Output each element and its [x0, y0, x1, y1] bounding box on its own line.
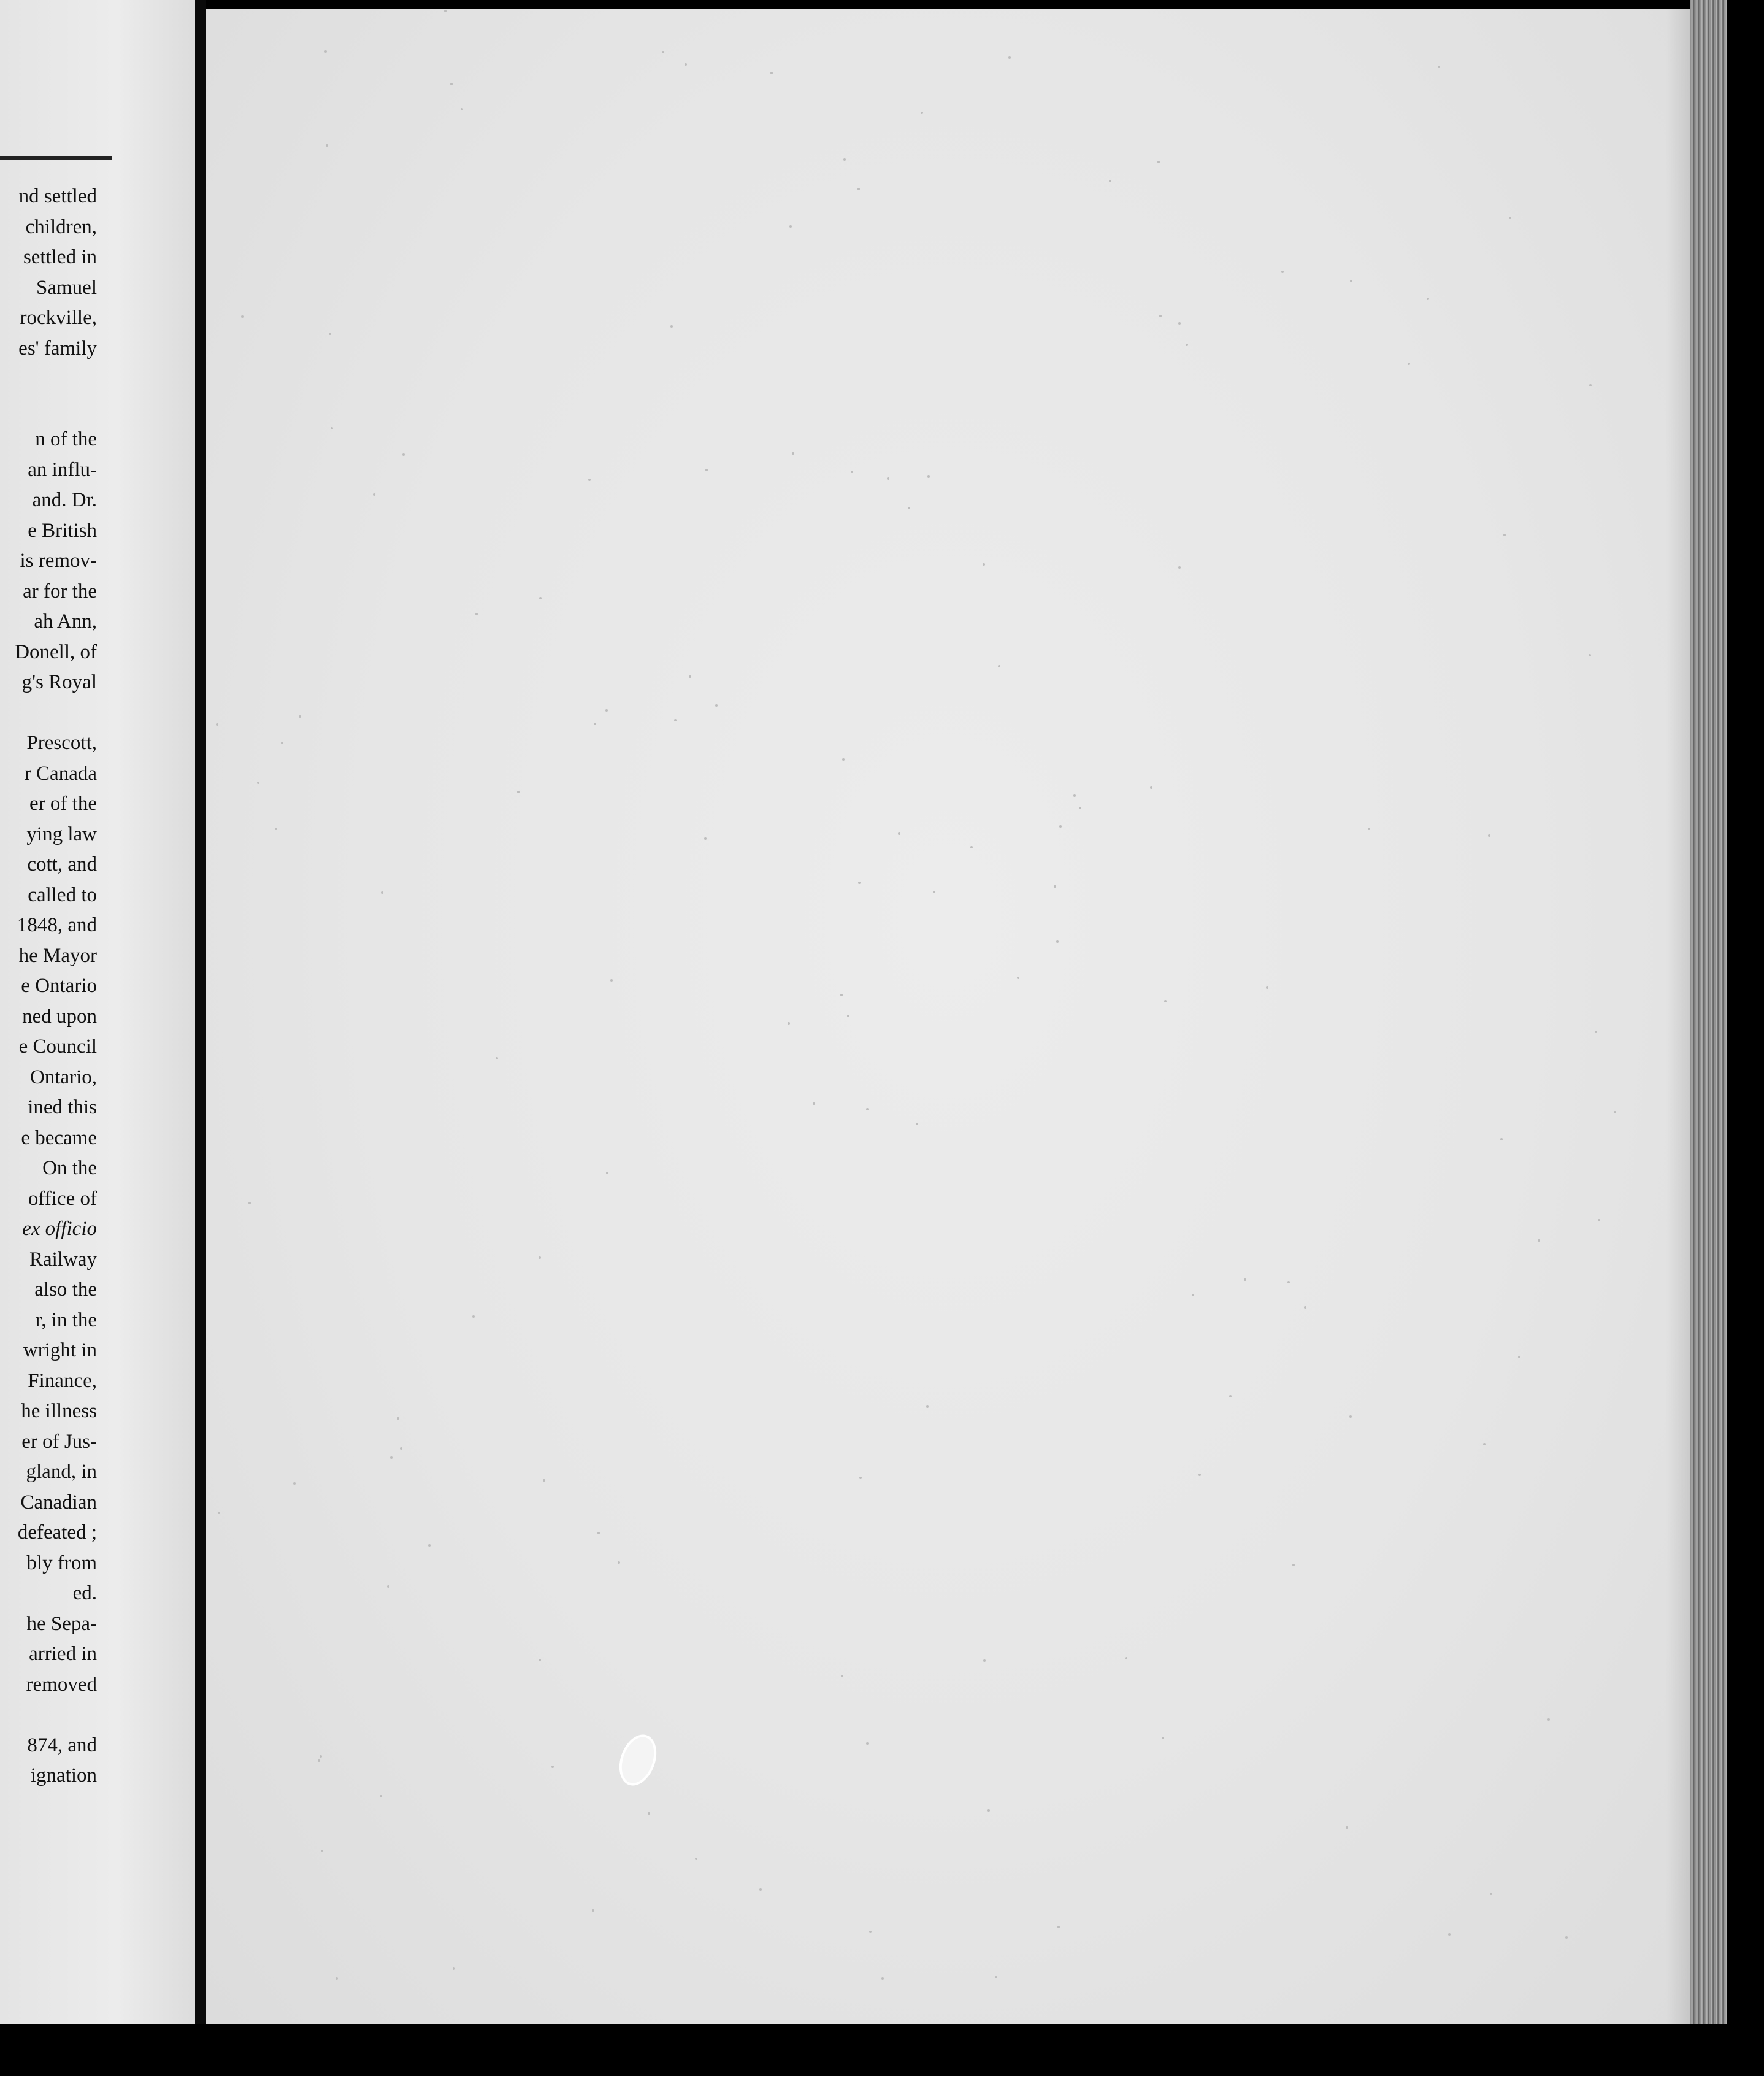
paper-speck [320, 1755, 322, 1758]
paper-speck [857, 188, 860, 190]
paper-speck [387, 1585, 389, 1588]
paper-speck [1350, 280, 1352, 282]
paper-speck [1057, 1926, 1060, 1928]
paper-speck [1198, 1474, 1201, 1476]
paper-speck [450, 83, 453, 85]
paper-speck [789, 225, 792, 228]
paper-speck [1349, 1415, 1352, 1418]
paper-speck [916, 1123, 918, 1125]
left-page-text-column [0, 182, 97, 1791]
paper-speck [1488, 834, 1490, 837]
text-line: e Council [18, 1036, 97, 1058]
paper-speck [792, 452, 794, 455]
paper-speck [1178, 566, 1181, 569]
text-line: Ontario, [29, 1066, 97, 1088]
paper-speck [517, 791, 520, 793]
paper-speck [1008, 56, 1011, 59]
paragraph-gap [0, 1700, 97, 1731]
text-line: On the [42, 1157, 97, 1179]
paper-speck [461, 108, 463, 110]
text-line: Samuel [36, 276, 97, 299]
paper-speck [1186, 344, 1188, 346]
text-line: children, [25, 215, 97, 238]
paper-speck [1346, 1826, 1348, 1829]
paper-speck [606, 1172, 608, 1174]
text-line: es' family [18, 337, 97, 359]
paper-speck [983, 563, 985, 566]
text-line: er of the [29, 793, 97, 815]
paper-speck [324, 50, 327, 53]
paper-speck [373, 493, 375, 496]
paper-speck [397, 1417, 399, 1420]
paper-speck [705, 469, 708, 471]
text-line: rockville, [20, 307, 97, 329]
text-line: an influ- [28, 458, 97, 481]
paper-speck [685, 63, 687, 66]
paper-speck [1595, 1031, 1597, 1033]
paper-speck [1056, 940, 1059, 943]
paper-speck [218, 1512, 220, 1514]
paper-speck [1178, 322, 1181, 325]
paper-speck [866, 1108, 869, 1110]
paper-speck [1157, 161, 1160, 163]
paper-speck [1614, 1111, 1616, 1113]
paper-speck [704, 837, 707, 840]
paper-speck [970, 846, 973, 848]
paper-speck [444, 10, 447, 12]
text-line: er of Jus- [21, 1430, 97, 1453]
paper-speck [594, 723, 596, 725]
scan-background-bottom [0, 2024, 1764, 2076]
paper-speck [539, 1256, 541, 1259]
paragraph-gap [0, 364, 97, 394]
paper-speck [1483, 1443, 1486, 1445]
paper-speck [881, 1977, 884, 1980]
paper-speck [1109, 180, 1111, 182]
paper-speck [1448, 1933, 1451, 1936]
paper-speck [927, 475, 930, 478]
paper-speck [926, 1405, 929, 1408]
paper-speck [1287, 1281, 1290, 1283]
paper-speck [759, 1888, 762, 1891]
paper-speck [390, 1456, 393, 1459]
paper-speck [842, 758, 845, 761]
right-page-blank [206, 9, 1690, 2027]
paper-speck [1244, 1278, 1246, 1281]
text-line: and. Dr. [32, 489, 97, 511]
paper-speck [1304, 1306, 1306, 1309]
paper-speck [851, 471, 853, 473]
paper-speck [1500, 1138, 1503, 1140]
paper-speck [1164, 1000, 1167, 1002]
text-line: Railway [29, 1248, 97, 1271]
text-line: 1848, and [17, 914, 97, 936]
text-line: called to [28, 883, 97, 906]
paper-speck [715, 704, 718, 707]
paper-speck [858, 882, 861, 884]
paper-speck [257, 782, 259, 784]
paper-speck [380, 1795, 382, 1797]
paper-speck [674, 719, 677, 721]
paper-speck [869, 1931, 872, 1933]
text-line: nd settled [18, 185, 97, 207]
text-line: ned upon [22, 1005, 97, 1028]
text-line: Finance, [28, 1369, 97, 1392]
text-line: ex officio [22, 1218, 97, 1240]
text-line: ah Ann, [34, 610, 97, 632]
paper-speck [1408, 363, 1410, 365]
paper-speck [1150, 786, 1152, 789]
text-line: he illness [21, 1400, 97, 1422]
paper-speck [908, 507, 910, 509]
paper-speck [597, 1532, 600, 1534]
text-line: Prescott, [26, 732, 97, 754]
text-line: gland, in [26, 1461, 97, 1483]
text-line: r, in the [35, 1309, 97, 1331]
text-line: cott, and [27, 853, 97, 875]
paper-speck [1427, 298, 1429, 300]
paper-speck [453, 1967, 455, 1970]
paper-speck [1073, 794, 1076, 797]
paper-speck [1292, 1564, 1295, 1566]
text-line: he Sepa- [26, 1612, 97, 1635]
text-line: g's Royal [21, 671, 97, 693]
paper-speck [933, 891, 935, 893]
text-line: wright in [23, 1339, 97, 1361]
text-line: r Canada [24, 762, 97, 785]
left-page-fragment [0, 0, 195, 2024]
paragraph-gap [0, 394, 97, 425]
paragraph-gap [0, 698, 97, 729]
paper-speck [921, 112, 923, 114]
paper-speck [1518, 1356, 1520, 1358]
paper-speck [605, 709, 608, 712]
paper-speck [428, 1544, 431, 1547]
text-line: n of the [35, 428, 97, 450]
paper-speck [813, 1102, 815, 1105]
paper-speck [551, 1766, 554, 1768]
text-line: e became [21, 1126, 97, 1149]
text-line: defeated ; [17, 1521, 97, 1544]
text-line: ignation [30, 1764, 97, 1786]
text-line: e Ontario [21, 975, 97, 997]
paper-speck [336, 1977, 338, 1980]
paper-speck [241, 315, 244, 318]
paper-speck [1589, 654, 1591, 656]
paper-speck [472, 1315, 475, 1318]
paper-speck [1538, 1239, 1540, 1242]
paper-speck [400, 1447, 402, 1450]
paper-speck [539, 597, 542, 599]
paper-speck [987, 1809, 990, 1812]
paper-speck [1079, 807, 1081, 809]
paper-speck [1547, 1718, 1550, 1721]
paper-speck [866, 1742, 869, 1745]
text-line: ying law [26, 823, 97, 845]
section-divider-rule [0, 156, 112, 160]
text-line: is remov- [20, 550, 97, 572]
paper-speck [1565, 1936, 1568, 1939]
paper-speck [788, 1022, 790, 1025]
text-line: removed [26, 1673, 97, 1696]
paper-speck [1368, 828, 1370, 830]
paper-speck [1017, 977, 1019, 979]
paper-speck [841, 1675, 843, 1677]
paper-speck [610, 979, 613, 982]
paper-speck [248, 1202, 251, 1204]
text-line: ined this [28, 1096, 97, 1118]
paper-speck [840, 994, 843, 996]
paper-speck [281, 742, 283, 744]
paper-speck [1125, 1657, 1127, 1659]
paper-speck [1229, 1395, 1232, 1397]
paper-speck [1159, 315, 1162, 317]
text-line: bly from [26, 1551, 97, 1574]
paper-speck [1589, 384, 1592, 386]
paper-speck [1059, 825, 1062, 828]
text-line: he Mayor [18, 944, 97, 967]
paper-stain [613, 1729, 663, 1791]
paper-speck [983, 1659, 986, 1662]
paper-speck [662, 51, 664, 53]
paper-speck [321, 1850, 323, 1852]
paper-speck [887, 477, 889, 480]
paper-speck [275, 828, 277, 830]
paper-speck [539, 1659, 541, 1661]
paper-speck [843, 158, 846, 161]
text-line: settled in [23, 246, 97, 268]
paper-speck [618, 1561, 620, 1564]
paper-speck [402, 453, 405, 456]
page-edge-stack [1690, 0, 1727, 2049]
paper-speck [381, 891, 383, 894]
paper-speck [496, 1057, 498, 1059]
paper-speck [588, 479, 591, 481]
paper-speck [1503, 534, 1506, 536]
paper-speck [331, 427, 333, 429]
paper-speck [1598, 1219, 1600, 1221]
text-line: office of [28, 1187, 97, 1210]
paper-speck [318, 1759, 320, 1762]
paper-speck [689, 675, 691, 678]
book-gutter [195, 0, 206, 2031]
paper-speck [329, 333, 331, 335]
paper-speck [898, 832, 900, 835]
paper-speck [847, 1015, 849, 1017]
paper-speck [1054, 885, 1056, 888]
paper-speck [1281, 271, 1284, 273]
paper-speck [695, 1858, 697, 1860]
paper-speck [670, 325, 673, 328]
text-line: Canadian [20, 1491, 97, 1513]
paper-speck [293, 1482, 296, 1485]
paper-speck [299, 715, 301, 718]
text-line: ed. [72, 1582, 97, 1604]
paper-speck [1509, 217, 1511, 219]
paper-speck [1438, 66, 1440, 68]
text-line: Donell, of [15, 640, 97, 663]
paper-speck [216, 723, 218, 726]
paper-speck [770, 72, 773, 74]
paper-speck [1490, 1893, 1492, 1895]
paper-speck [326, 144, 328, 147]
paper-speck [543, 1479, 545, 1482]
paper-speck [475, 613, 478, 615]
scan-background-right [1727, 0, 1764, 2076]
text-line: e British [28, 519, 97, 542]
paper-speck [1162, 1737, 1164, 1739]
text-line: ar for the [23, 580, 97, 602]
paper-speck [995, 1976, 997, 1978]
text-line: arried in [29, 1643, 97, 1665]
paper-speck [859, 1477, 862, 1479]
paper-speck [1266, 986, 1268, 989]
paper-speck [1192, 1294, 1194, 1296]
paper-speck [998, 665, 1000, 667]
text-line: also the [34, 1278, 97, 1301]
paper-speck [592, 1909, 594, 1912]
text-line: 874, and [27, 1734, 97, 1756]
paper-speck [648, 1812, 650, 1815]
